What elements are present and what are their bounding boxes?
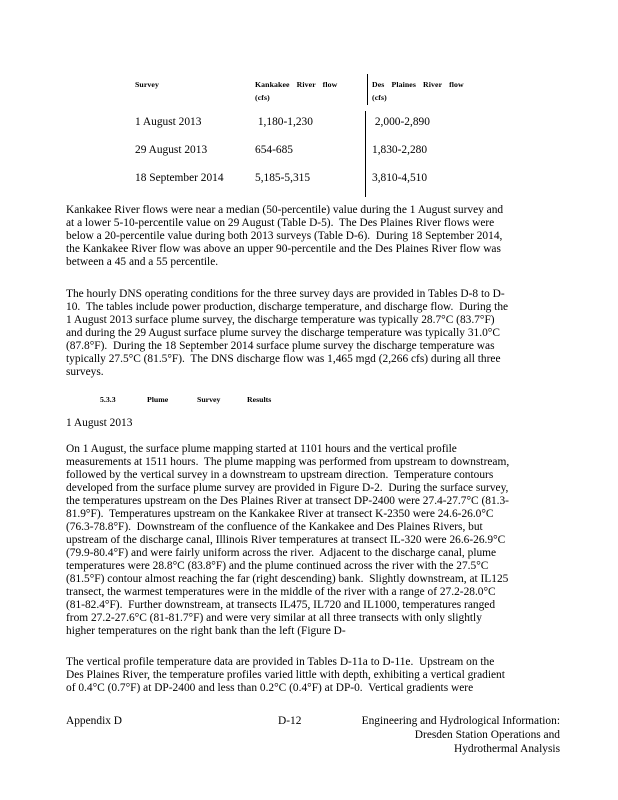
table-row (135, 144, 427, 157)
text-line: typically 27.5°C (81.5°F). The DNS discharge flow was 1,465 mgd (2,266 cfs) during all three (66, 353, 501, 365)
table-divider-line-top (367, 74, 368, 105)
text-line: followed by the vertical survey in a downstream to upstream direction. Temperature contours (66, 469, 494, 481)
col-header-desplaines-units: (cfs) (372, 93, 387, 102)
flow-table-header (135, 78, 482, 104)
text-line: The vertical profile temperature data are provided in Tables D-11a to D-11e. Upstream on the (66, 656, 495, 668)
text-line: the Kankakee River flow was above an upper 90-percentile and the Des Plaines River flow was (66, 243, 501, 255)
cell-kankakee-flow: 654-685 (255, 144, 293, 156)
cell-desplaines-flow: 1,830-2,280 (372, 144, 428, 156)
text-line: from 27.2-27.6°C (81-81.7°F) and were very similar at all three transects with only slightly (66, 612, 482, 624)
section-word: Survey (197, 395, 221, 404)
text-line: (87.8°F). During the 18 September 2014 surface plume survey the discharge temperature was (66, 340, 495, 352)
footer-page-number: D-12 (278, 715, 302, 727)
text-line: the temperatures upstream on the Des Plaines River at transect DP-2400 were 27.4-27.7°C (81.3- (66, 495, 509, 507)
footer-title-line: Dresden Station Operations and (414, 728, 560, 741)
cell-survey-date: 29 August 2013 (135, 144, 208, 156)
text-line: and during the 29 August surface plume survey the discharge temperature was typically 31.0°C (66, 327, 500, 339)
text-line: between a 45 and a 55 percentile. (66, 256, 219, 268)
text-line: (76.3-78.8°F). Downstream of the confluence of the Kankakee and Des Plaines Rivers, but (66, 521, 483, 533)
date-subheading: 1 August 2013 (66, 417, 133, 429)
text-line: developed from the surface plume survey are provided in Figure D-2. During the surface survey, (66, 482, 509, 494)
cell-survey-date: 1 August 2013 (135, 116, 202, 128)
text-line: Des Plaines River, the temperature profiles varied little with depth, exhibiting a vertical gradient (66, 669, 505, 681)
paragraph-dns-operating-conditions (66, 288, 571, 379)
col-header-survey: Survey (135, 80, 159, 89)
text-line: transect, the warmest temperatures were in the middle of the river with a range of 27.2-28.0°C (66, 586, 496, 598)
col-header-kankakee-units: (cfs) (255, 93, 270, 102)
text-line: (81-82.4°F). Further downstream, at transects IL475, IL720 and IL1000, temperatures ranged (66, 599, 496, 611)
paragraph-vertical-profiles (66, 656, 571, 695)
footer-report-title (300, 715, 560, 756)
col-header-desplaines: Des Plaines River flow (372, 80, 464, 89)
text-line: at a lower 5-10-percentile value on 29 August (Table D-5). The Des Plaines River flows were (66, 217, 495, 229)
table-row (135, 116, 430, 129)
table-row (135, 172, 427, 185)
text-line: On 1 August, the surface plume mapping started at 1101 hours and the vertical profile (66, 443, 457, 455)
footer-title-line: Hydrothermal Analysis (454, 742, 560, 755)
text-line: higher temperatures on the right bank than the left (Figure D- (66, 625, 346, 637)
cell-kankakee-flow: 1,180-1,230 (255, 116, 313, 128)
cell-desplaines-flow: 2,000-2,890 (372, 116, 430, 128)
cell-survey-date: 18 September 2014 (135, 172, 224, 184)
section-word: Results (247, 395, 272, 404)
text-line: upstream of the discharge canal, Illinois River temperatures at transect IL-320 were 26.6-26.9°C (66, 534, 506, 546)
footer-appendix-label: Appendix D (66, 715, 122, 727)
paragraph-flow-percentiles (66, 204, 571, 269)
text-line: Kankakee River flows were near a median (50-percentile) value during the 1 August survey and (66, 204, 504, 216)
col-header-kankakee: Kankakee River flow (255, 80, 338, 89)
cell-kankakee-flow: 5,185-5,315 (255, 172, 311, 184)
text-line: The hourly DNS operating conditions for the three survey days are provided in Tables D-8 to D- (66, 288, 505, 300)
text-line: 1 August 2013 surface plume survey, the discharge temperature was typically 28.7°C (83.7°F) (66, 314, 495, 326)
section-number: 5.3.3 (100, 395, 116, 404)
cell-desplaines-flow: 3,810-4,510 (372, 172, 428, 184)
text-line: 10. The tables include power production, discharge temperature, and discharge flow. During the (66, 301, 509, 313)
text-line: measurements at 1511 hours. The plume mapping was performed from upstream to downstream, (66, 456, 510, 468)
text-line: (79.9-80.4°F) and were fairly uniform across the river. Adjacent to the discharge canal, plume (66, 547, 497, 559)
section-word: Plume (147, 395, 169, 404)
text-line: below a 20-percentile value during both 2013 surveys (Table D-6). During 18 September 2014, (66, 230, 503, 242)
text-line: surveys. (66, 366, 104, 378)
section-heading (100, 394, 271, 406)
text-line: 81.9°F). Temperatures upstream on the Kankakee River at transect K-2350 were 24.6-26.0°C (66, 508, 494, 520)
text-line: temperatures were 28.8°C (83.8°F) and the plume continued across the river with the 27.5°C (66, 560, 489, 572)
paragraph-plume-survey-results (66, 443, 571, 638)
text-line: of 0.4°C (0.7°F) at DP-2400 and less than 0.2°C (0.4°F) at DP-0. Vertical gradients were (66, 682, 474, 694)
text-line: (81.5°F) contour almost reaching the far (right descending) bank. Slightly downstream, at IL125 (66, 573, 509, 585)
footer-title-line: Engineering and Hydrological Information: (361, 715, 560, 727)
